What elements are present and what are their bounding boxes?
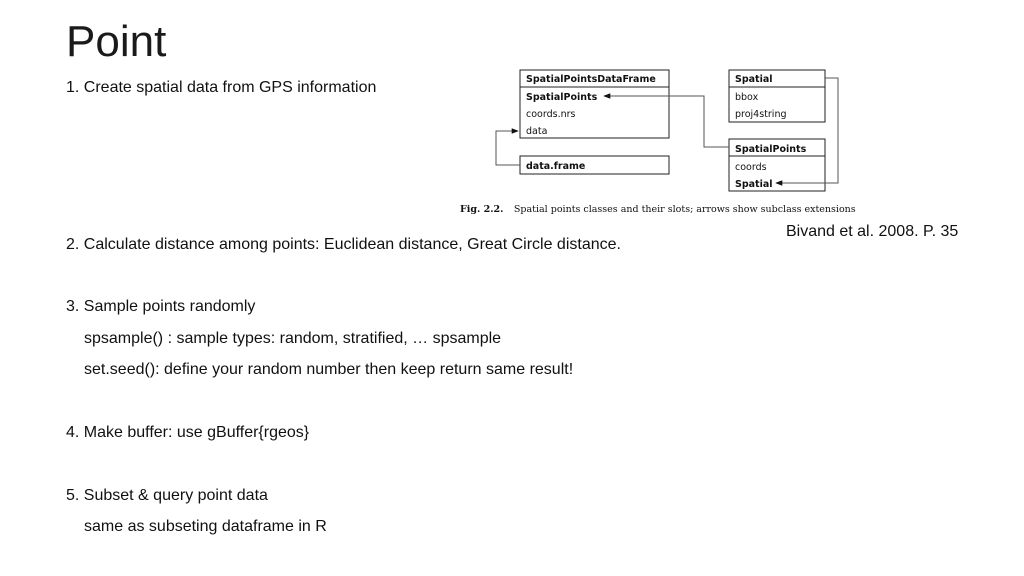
spatial-class-box <box>729 70 825 122</box>
spdf-class-title: SpatialPointsDataFrame <box>526 74 656 85</box>
item-spsample: spsample() : sample types: random, stratified, … spsample <box>84 330 502 347</box>
figure-caption <box>460 199 856 216</box>
spatial-slot-proj4string: proj4string <box>735 109 787 120</box>
item-make-buffer: 4. Make buffer: use gBuffer{rgeos} <box>66 424 310 441</box>
spatialpoints-slot-coords: coords <box>735 162 767 173</box>
spdf-slot-data: data <box>526 126 548 137</box>
spatial-slot-bbox: bbox <box>735 92 759 103</box>
item-set-seed: set.seed(): define your random number then keep return same result! <box>84 361 574 378</box>
slide-title: Point <box>66 17 167 66</box>
spdf-slot-spatialpoints: SpatialPoints <box>526 92 598 103</box>
dataframe-class-title: data.frame <box>526 161 586 172</box>
figure-caption-text: Spatial points classes and their slots; arrows show subclass extensions <box>513 204 856 215</box>
item-calculate-distance: 2. Calculate distance among points: Euclidean distance, Great Circle distance. <box>66 236 621 253</box>
dataframe-class-box <box>520 156 669 174</box>
spdf-slot-coords-nrs: coords.nrs <box>526 109 576 120</box>
spdf-class-box <box>520 70 669 138</box>
spatialpoints-slot-spatial: Spatial <box>735 179 773 190</box>
spatial-class-title: Spatial <box>735 74 773 85</box>
item-subset-dataframe: same as subseting dataframe in R <box>84 518 327 535</box>
citation: Bivand et al. 2008. P. 35 <box>786 223 959 240</box>
spatialpoints-class-title: SpatialPoints <box>735 144 807 155</box>
item-subset-query: 5. Subset & query point data <box>66 487 268 504</box>
arrow-dataframe-extension <box>496 131 520 165</box>
figure-caption-label: Fig. 2.2. <box>460 204 504 215</box>
item-create-spatial-data: 1. Create spatial data from GPS information <box>66 79 377 96</box>
item-sample-points: 3. Sample points randomly <box>66 298 256 315</box>
class-diagram-figure <box>456 64 886 220</box>
